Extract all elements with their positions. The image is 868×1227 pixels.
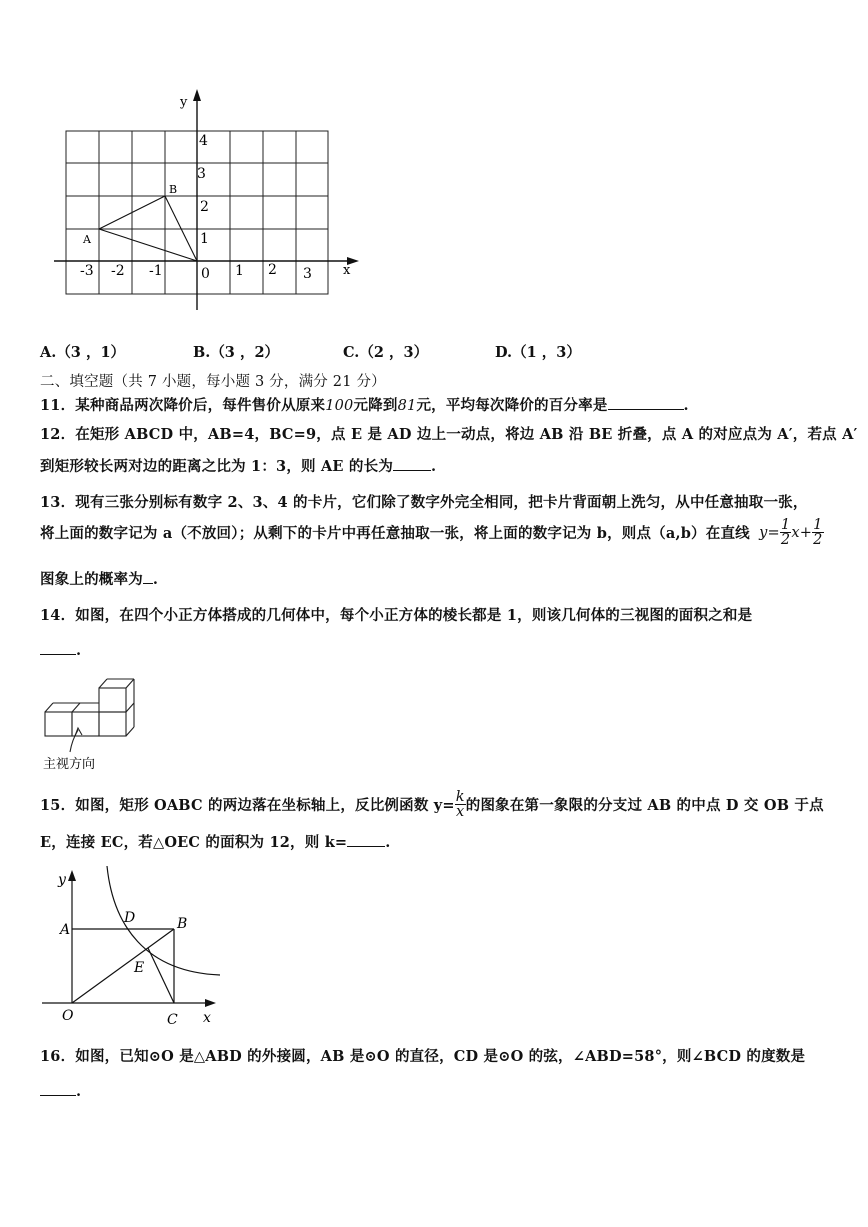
answer-blank-16[interactable]	[40, 1081, 76, 1096]
fig15-label-a: A	[60, 922, 71, 938]
section-heading-fill-in: 二、填空题（共 7 小题，每小题 3 分，满分 21 分）	[40, 374, 386, 390]
coordinate-grid-figure	[40, 85, 370, 315]
y-tick-2: 2	[200, 199, 209, 215]
question-11: 11．某种商品两次降价后，每件售价从原来100元降到81元，平均每次降价的百分率是 .	[40, 397, 689, 414]
fig15-label-d: D	[124, 910, 136, 926]
answer-blank-13[interactable]	[143, 569, 153, 584]
x-axis-label: x	[343, 263, 351, 278]
option-c[interactable]: C.（2 ，3）	[343, 344, 429, 361]
x-tick-2: 2	[268, 262, 277, 278]
fig15-y-label: y	[58, 872, 66, 888]
question-16-line-2: .	[40, 1081, 81, 1100]
k-over-x: $\frac{k}{x}$	[455, 789, 465, 820]
point-a-label: A	[83, 233, 91, 246]
question-13-line-3: 图象上的概率为 .	[40, 571, 159, 588]
question-15-line-1: 15．如图，矩形 OABC 的两边落在坐标轴上，反比例函数 y= $\frac{k}{x}$ 的图象在第一象限的分支过 AB 的中点 D 交 OB 于点	[40, 789, 824, 820]
y-axis-arrow	[193, 89, 201, 101]
question-16-line-1: 16．如图，已知⊙O 是△ABD 的外接圆，AB 是⊙O 的直径，CD 是⊙O 的弦，∠ABD=58°，则∠BCD 的度数是	[40, 1048, 806, 1065]
question-12-line-1: 12．在矩形 ABCD 中，AB=4，BC=9，点 E 是 AD 边上一动点，将边 AB 沿 BE 折叠，点 A 的对应点为 A′，若点 A′	[40, 426, 858, 443]
option-d[interactable]: D.（1 ，3）	[495, 344, 581, 361]
fig15-label-b: B	[177, 916, 188, 932]
option-b[interactable]: B.（3 ，2）	[193, 344, 280, 361]
rectangle-hyperbola-figure	[40, 862, 230, 1030]
view-direction-label: 主视方向	[43, 757, 96, 772]
option-a[interactable]: A.（3 ，1）	[40, 344, 126, 361]
question-13-line-2: 将上面的数字记为 a（不放回）；从剩下的卡片中再任意抽取一张，将上面的数字记为 b，则点（a,b）在直线 y= $\frac{1}{2}$ x+ $\frac{1}{2}$	[40, 517, 823, 548]
x-tick-0: 0	[201, 266, 210, 282]
answer-blank-14[interactable]	[40, 640, 76, 655]
question-12-line-2: 到矩形较长两对边的距离之比为 1：3，则 AE 的长为 .	[40, 458, 437, 475]
fig15-label-c: C	[167, 1012, 178, 1028]
fig15-label-e: E	[134, 960, 145, 976]
question-15-line-2: E，连接 EC，若△OEC 的面积为 12，则 k= .	[40, 834, 391, 851]
cubes-figure	[40, 670, 140, 772]
x-tick-3: 3	[303, 266, 312, 282]
fig15-x-label: x	[203, 1010, 211, 1026]
x-tick-neg3: -3	[80, 263, 94, 279]
x-tick-neg2: -2	[111, 263, 125, 279]
y-tick-3: 3	[197, 166, 206, 182]
x-tick-neg1: -1	[149, 263, 163, 279]
line-equation: y= $\frac{1}{2}$ x+ $\frac{1}{2}$	[759, 517, 823, 548]
fig15-label-o: O	[62, 1008, 74, 1024]
x-tick-1: 1	[235, 263, 244, 279]
question-13-line-1: 13．现有三张分别标有数字 2、3、4 的卡片，它们除了数字外完全相同，把卡片背面朝上洗匀，从中任意抽取一张，	[40, 494, 808, 511]
y-tick-4: 4	[199, 133, 208, 149]
question-14-line-2: .	[40, 640, 81, 659]
point-b-label: B	[169, 183, 178, 196]
question-14-line-1: 14．如图，在四个小正方体搭成的几何体中，每个小正方体的棱长都是 1，则该几何体的三视图的面积之和是	[40, 607, 753, 624]
answer-blank-15[interactable]	[347, 832, 385, 847]
y-axis-label: y	[180, 95, 188, 110]
y-tick-1: 1	[200, 231, 209, 247]
answer-blank-12[interactable]	[393, 456, 431, 471]
answer-blank-11[interactable]	[608, 395, 684, 410]
